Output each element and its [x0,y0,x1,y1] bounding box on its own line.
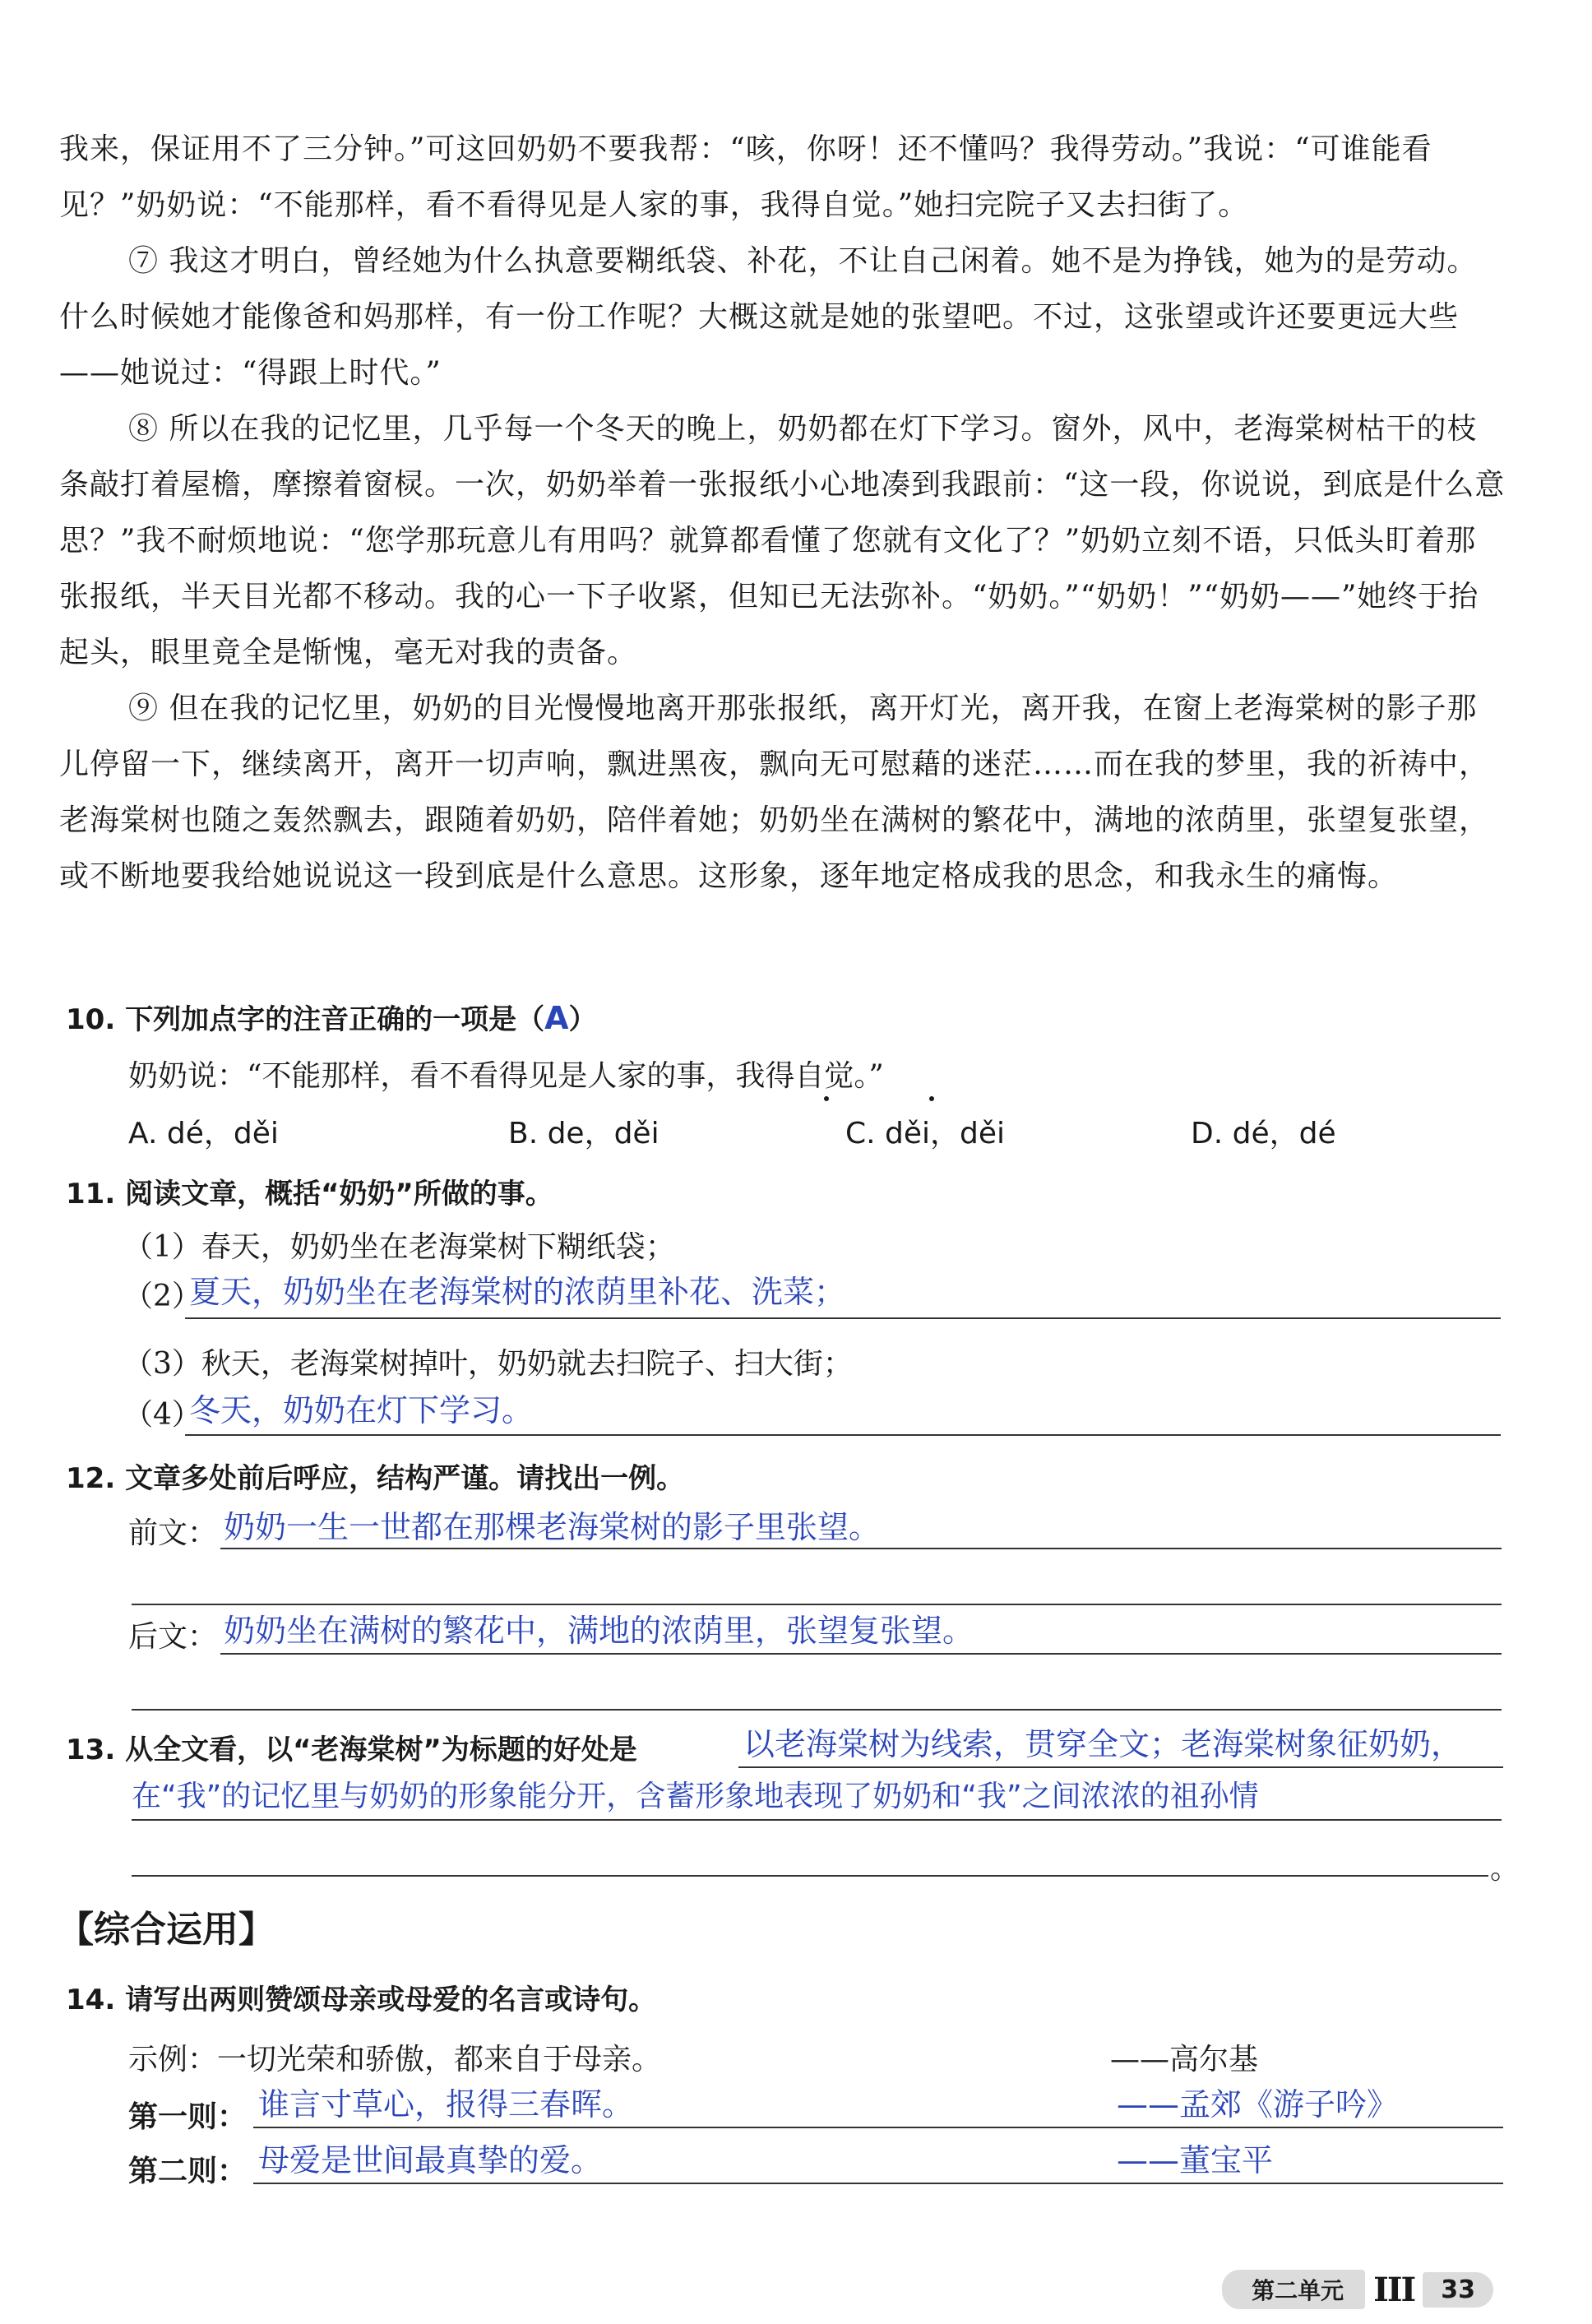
page-footer [1222,2270,1493,2309]
q10-option-b: B. de，děi [508,1117,659,1150]
answer-line [185,1434,1501,1436]
q14-second-author: ——董宝平 [1117,2142,1274,2178]
q14-example-author: ——高尔基 [1110,2043,1259,2076]
q14-stem: 14. 请写出两则赞颂母亲或母爱的名言或诗句。 [66,1984,657,2016]
q11-item-2-answer: 夏天，奶奶坐在老海棠树的浓荫里补花、洗菜； [189,1274,846,1310]
q10-quote: 奶奶说：“不能那样，看不看得见是人家的事，我得自觉。” [128,1059,884,1093]
passage-paragraph-9: ⑨ 但在我的记忆里，奶奶的目光慢慢地离开那张报纸，离开灯光，离开我，在窗上老海棠树的影子那儿停留一下，继续离开，离开一切声响，飘进黑夜，飘向无可慰藉的迷茫……而在我的梦里，我的祈祷中，老海棠树也随之轰然飘去，跟随着奶奶，陪伴着她；奶奶坐在满树的繁花中，满地的浓荫里，张望复张望，或不断地要我给她说说这一段到底是什么意思。这形象，逐年地定格成我的思念，和我永生的痛悔。 [59,692,1490,893]
passage-paragraph-7: ⑦ 我这才明白，曾经她为什么执意要糊纸袋、补花，不让自己闲着。她不是为挣钱，她为的是劳动。什么时候她才能像爸和妈那样，有一份工作呢？大概这就是她的张望吧。不过，这张望或许还要更远大些——她说过：“得跟上时代。” [59,244,1478,390]
q11-stem: 11. 阅读文章，概括“奶奶”所做的事。 [66,1178,553,1211]
answer-line [220,1653,1502,1655]
q14-first-label: 第一则： [128,2099,248,2134]
answer-line [132,1709,1502,1711]
answer-line [185,1317,1501,1319]
q14-second-answer: 母爱是世间最真挚的爱。 [258,2142,603,2178]
q13-answer-line2: 在“我”的记忆里与奶奶的形象能分开，含蓄形象地表现了奶奶和“我”之间浓浓的祖孙情 [132,1780,1259,1813]
q12-front-label: 前文： [128,1516,218,1550]
q12-back-answer: 奶奶坐在满树的繁花中，满地的浓荫里，张望复张望。 [224,1613,974,1649]
answer-line [220,1548,1502,1549]
q11-item-4-label: （4） [123,1398,201,1432]
answer-line [253,2127,1503,2128]
section-heading: 【综合运用】 [58,1909,275,1951]
emphasis-dot [824,1096,829,1101]
answer-line [253,2183,1503,2184]
answer-line [738,1766,1503,1768]
answer-line [132,1875,1488,1877]
passage-paragraph-8: ⑧ 所以在我的记忆里，几乎每一个冬天的晚上，奶奶都在灯下学习。窗外，风中，老海棠树枯干的枝条敲打着屋檐，摩擦着窗棂。一次，奶奶举着一张报纸小心地凑到我跟前：“这一段，你说说，到底是什么意思？”我不耐烦地说：“您学那玩意儿有用吗？就算都看懂了您就有文化了？”奶奶立刻不语，只低头盯着那张报纸，半天目光都不移动。我的心一下子收紧，但知已无法弥补。“奶奶。”“奶奶！”“奶奶——”她终于抬起头，眼里竟全是惭愧，毫无对我的责备。 [59,412,1506,669]
q14-example: 示例：一切光荣和骄傲，都来自于母亲。 [128,2043,662,2076]
divider-bars: III [1373,2270,1415,2309]
page-number: 33 [1423,2272,1493,2308]
q12-stem: 12. 文章多处前后呼应，结构严谨。请找出一例。 [66,1462,685,1495]
q11-item-3: （3）秋天，老海棠树掉叶，奶奶就去扫院子、扫大街； [123,1347,853,1381]
unit-label: 第二单元 [1222,2270,1365,2309]
q11-item-2-label: （2） [123,1280,201,1313]
q10-answer: A [544,1000,569,1036]
answer-line [132,1819,1502,1821]
passage-paragraph-cont: 我来，保证用不了三分钟。”可这回奶奶不要我帮：“咳，你呀！还不懂吗？我得劳动。”我说：“可谁能看见？”奶奶说：“不能那样，看不看得见是人家的事，我得自觉。”她扫完院子又去扫街了。 [59,132,1432,222]
q13-stem: 13. 从全文看，以“老海棠树”为标题的好处是 [66,1734,637,1766]
emphasis-dot [929,1096,934,1101]
q10-option-a: A. dé，děi [128,1117,279,1150]
q10-stem: 10. 下列加点字的注音正确的一项是（A） [66,1000,597,1036]
q12-back-label: 后文： [128,1620,218,1654]
q10-option-c: C. děi，děi [845,1117,1006,1150]
q13-period: 。 [1490,1852,1520,1886]
q14-first-author: ——孟郊《游子吟》 [1117,2086,1399,2123]
q14-second-label: 第二则： [128,2154,248,2188]
q11-item-1: （1）春天，奶奶坐在老海棠树下糊纸袋； [123,1230,675,1264]
q12-front-answer: 奶奶一生一世都在那棵老海棠树的影子里张望。 [224,1509,881,1545]
q13-answer-line1: 以老海棠树为线索，贯穿全文；老海棠树象征奶奶， [743,1726,1463,1762]
q11-item-4-answer: 冬天，奶奶在灯下学习。 [189,1392,534,1428]
q14-first-answer: 谁言寸草心，报得三春晖。 [258,2086,634,2123]
q10-option-d: D. dé，dé [1191,1117,1336,1150]
